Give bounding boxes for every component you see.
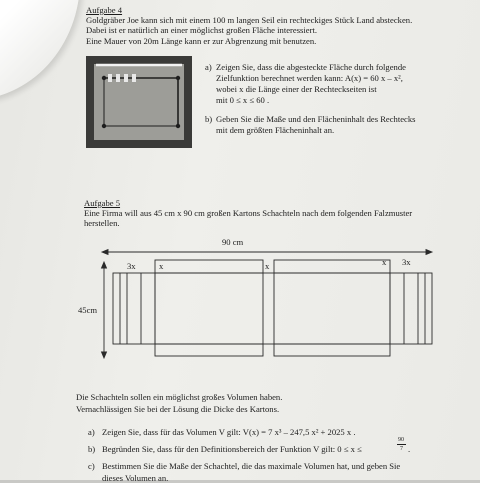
label-3x-left: 3x [127, 261, 136, 271]
task5-b-end: . [408, 444, 411, 454]
task4-line1: Goldgräber Joe kann sich mit einem 100 m langen Seil ein rechteckiges Stück Land abstecken. [86, 15, 413, 25]
task5-heading: Aufgabe 5 [84, 198, 121, 208]
task5-line2: herstellen. [84, 218, 120, 228]
task4-heading: Aufgabe 4 [86, 5, 123, 15]
label-3x-right: 3x [402, 257, 411, 267]
task5-c-line2: dieses Volumen an. [102, 473, 169, 483]
fraction-numerator: 90 [398, 437, 404, 443]
task4-b-line2: mit dem größten Flächeninhalt an. [216, 125, 335, 135]
task5-b-text: Begründen Sie, dass für den Definitionsbereich der Funktion V gilt: 0 ≤ x ≤ [102, 444, 362, 454]
task5-a-text: Zeigen Sie, dass für das Volumen V gilt: V(x) = 7 x³ – 247,5 x² + 2025 x . [102, 427, 356, 437]
task4-a-line1: Zeigen Sie, dass die abgesteckte Fläche durch folgende [216, 62, 406, 72]
task4-b-label: b) [205, 114, 213, 124]
task5-c-line1: Bestimmen Sie die Maße der Schachtel, die das maximale Volumen hat, und geben Sie [102, 461, 401, 471]
task4-a-line4: mit 0 ≤ x ≤ 60 . [216, 95, 270, 105]
task5-body1: Die Schachteln sollen ein möglichst großes Volumen haben. [76, 392, 283, 402]
label-x-middle: x [265, 261, 270, 271]
label-x-right: x [382, 257, 387, 267]
task4-a-line3: wobei x die Länge einer der Rechteckseiten ist [216, 84, 377, 94]
fraction-bar [397, 444, 406, 445]
fraction-denominator: 7 [400, 446, 403, 452]
label-x-left: x [159, 261, 164, 271]
task4-line2: Dabei ist er natürlich an einer möglichst großen Fläche interessiert. [86, 25, 317, 35]
task4-a-label: a) [205, 62, 212, 72]
task5-line1: Eine Firma will aus 45 cm x 90 cm großen Kartons Schachteln nach dem folgenden Falzmuster [84, 208, 413, 218]
task4-line3: Eine Mauer von 20m Länge kann er zur Abgrenzung mit benutzen. [86, 36, 317, 46]
task4-b-line1: Geben Sie die Maße und den Flächeninhalt des Rechtecks [216, 114, 416, 124]
task4-a-line2: Zielfunktion berechnet werden kann: A(x) = 60 x – x², [216, 73, 403, 83]
height-label: 45cm [78, 305, 98, 315]
task5-c-label: c) [88, 461, 95, 471]
width-label: 90 cm [222, 237, 244, 247]
task5-body2: Vernachlässigen Sie bei der Lösung die Dicke des Kartons. [76, 404, 280, 414]
task5-a-label: a) [88, 427, 95, 437]
task5-b-label: b) [88, 444, 96, 454]
